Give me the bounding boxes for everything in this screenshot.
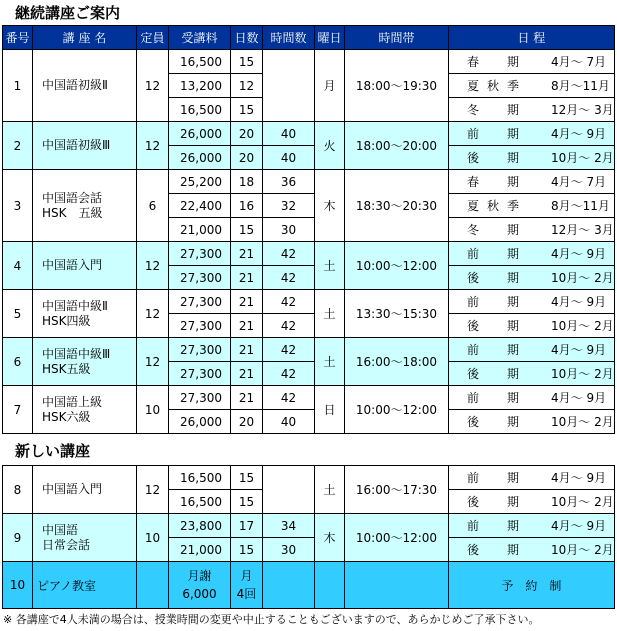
course-capacity: 6: [137, 170, 169, 242]
course-time-slot: 16:00～18:00: [345, 338, 449, 386]
course-schedule: [449, 98, 615, 122]
term-label: 夏秋季: [467, 79, 519, 93]
term-range: 10月～ 2月: [551, 415, 614, 429]
term-label: 前 期: [467, 519, 519, 533]
course-weekday: 火: [315, 122, 345, 170]
course-row: [3, 290, 615, 314]
course-row: [3, 466, 615, 490]
course-days: 18: [231, 170, 263, 194]
days-label: 月: [240, 569, 253, 583]
course-name-line: 中国語初級Ⅱ: [42, 78, 108, 92]
term-range: 12月～ 3月: [551, 103, 614, 117]
term-label: 春 期: [467, 175, 519, 189]
course-weekday: 土: [315, 290, 345, 338]
course-schedule: [449, 338, 615, 362]
course-time-slot: 10:00～12:00: [345, 242, 449, 290]
course-schedule: [449, 490, 615, 514]
term-label: 後 期: [467, 151, 519, 165]
course-number: 4: [3, 242, 33, 290]
course-time-slot: 13:30～15:30: [345, 290, 449, 338]
term-label: 後 期: [467, 271, 519, 285]
course-fee: 25,200: [169, 170, 231, 194]
course-fee: 27,300: [169, 362, 231, 386]
course-fee: 22,400: [169, 194, 231, 218]
term-range: 10月～ 2月: [551, 367, 614, 381]
term-label: 後 期: [467, 543, 519, 557]
course-number: 10: [3, 562, 33, 609]
course-row: [3, 386, 615, 410]
new-courses-title: 新しい講座: [15, 442, 91, 460]
term-label: 冬 期: [467, 223, 519, 237]
course-days: 21: [231, 338, 263, 362]
header-fee: 受講料: [169, 26, 231, 50]
course-name-line: 中国語会話: [42, 190, 103, 205]
course-hours: 34: [263, 514, 315, 538]
course-hours: 42: [263, 338, 315, 362]
course-hours: 30: [263, 218, 315, 242]
course-days: 21: [231, 386, 263, 410]
course-schedule: 予 約 制: [449, 562, 615, 609]
course-fee: 26,000: [169, 146, 231, 170]
course-days: 15: [231, 218, 263, 242]
term-range: 4月～ 7月: [551, 55, 607, 69]
course-fee: 27,300: [169, 314, 231, 338]
course-name-line: 中国語: [42, 522, 79, 537]
term-label: 前 期: [467, 127, 519, 141]
course-days: 12: [231, 74, 263, 98]
course-weekday: 土: [315, 466, 345, 514]
course-schedule: [449, 410, 615, 434]
term-range: 4月～ 9月: [551, 127, 607, 141]
header-weekday: 曜日: [315, 26, 345, 50]
course-number: 5: [3, 290, 33, 338]
course-fee: 21,000: [169, 218, 231, 242]
term-label: 冬 期: [467, 103, 519, 117]
course-time-slot: 18:00～19:30: [345, 50, 449, 122]
course-days: 21: [231, 266, 263, 290]
course-row: [3, 50, 615, 74]
course-row: [3, 242, 615, 266]
course-fee: 27,300: [169, 266, 231, 290]
new-courses-table: [2, 465, 615, 609]
course-capacity: 12: [137, 290, 169, 338]
term-range: 4月～ 9月: [551, 519, 607, 533]
course-row: [3, 170, 615, 194]
course-time-slot: 18:30～20:30: [345, 170, 449, 242]
term-label: 後 期: [467, 319, 519, 333]
course-schedule: [449, 218, 615, 242]
course-days: 20: [231, 146, 263, 170]
course-number: 7: [3, 386, 33, 434]
course-number: 2: [3, 122, 33, 170]
course-days: 17: [231, 514, 263, 538]
days-value: 4回: [236, 587, 257, 601]
course-capacity: 12: [137, 338, 169, 386]
course-capacity: 12: [137, 466, 169, 514]
course-name: [33, 466, 137, 514]
course-schedule: [449, 170, 615, 194]
course-number: 1: [3, 50, 33, 122]
course-schedule: [449, 266, 615, 290]
continuing-courses-title: 継続講座ご案内: [15, 4, 121, 22]
course-name-line: 中国語中級Ⅲ: [42, 346, 111, 361]
course-name-line: HSK五級: [42, 361, 91, 376]
term-range: 10月～ 2月: [551, 271, 614, 285]
term-range: 10月～ 2月: [551, 543, 614, 557]
course-fee: 16,500: [169, 50, 231, 74]
course-fee: 26,000: [169, 122, 231, 146]
course-days: 20: [231, 122, 263, 146]
course-time-slot: 10:00～12:00: [345, 514, 449, 562]
course-days: 21: [231, 314, 263, 338]
course-capacity: [137, 562, 169, 609]
course-name: [33, 514, 137, 562]
course-days: [231, 562, 263, 609]
course-capacity: 10: [137, 514, 169, 562]
course-row-piano: [3, 562, 615, 609]
term-range: 8月～11月: [551, 79, 610, 93]
course-schedule: [449, 538, 615, 562]
continuing-courses-table: [2, 25, 615, 434]
course-days: 21: [231, 242, 263, 266]
course-time-slot: [345, 562, 449, 609]
header-row: [3, 26, 615, 50]
course-name: [33, 338, 137, 386]
course-name: [33, 122, 137, 170]
course-hours: 42: [263, 290, 315, 314]
course-name: [33, 290, 137, 338]
course-time-slot: 10:00～12:00: [345, 386, 449, 434]
term-range: 12月～ 3月: [551, 223, 614, 237]
header-time-slot: 時間帯: [345, 26, 449, 50]
course-fee: 16,500: [169, 466, 231, 490]
course-days: 20: [231, 410, 263, 434]
course-fee: 16,500: [169, 490, 231, 514]
header-course-name: 講 座 名: [33, 26, 137, 50]
term-range: 4月～ 9月: [551, 343, 607, 357]
course-row: [3, 122, 615, 146]
course-days: 16: [231, 194, 263, 218]
term-range: 4月～ 9月: [551, 247, 607, 261]
course-days: 15: [231, 50, 263, 74]
fee-value: 6,000: [182, 587, 217, 601]
course-name-line: 中国語入門: [42, 258, 103, 272]
course-name: [33, 170, 137, 242]
course-number: 6: [3, 338, 33, 386]
course-name-line: HSK六級: [42, 409, 91, 424]
term-range: 10月～ 2月: [551, 151, 614, 165]
course-schedule: [449, 74, 615, 98]
course-schedule: [449, 242, 615, 266]
term-label: 前 期: [467, 247, 519, 261]
course-hours: 42: [263, 362, 315, 386]
course-capacity: 12: [137, 50, 169, 122]
course-name: [33, 386, 137, 434]
course-fee: 27,300: [169, 338, 231, 362]
course-number: 8: [3, 466, 33, 514]
header-days: 日数: [231, 26, 263, 50]
course-fee: [169, 562, 231, 609]
fee-label: 月謝: [187, 569, 212, 583]
term-range: 4月～ 9月: [551, 391, 607, 405]
course-hours: 42: [263, 314, 315, 338]
course-days: 15: [231, 538, 263, 562]
course-name-line: HSK四級: [42, 313, 91, 328]
course-schedule: [449, 194, 615, 218]
course-schedule: [449, 362, 615, 386]
course-name-line: 中国語入門: [42, 482, 103, 496]
course-fee: 16,500: [169, 98, 231, 122]
course-hours: 42: [263, 386, 315, 410]
course-schedule: [449, 146, 615, 170]
course-hours: 36: [263, 170, 315, 194]
course-hours: [263, 466, 315, 514]
term-label: 春 期: [467, 55, 519, 69]
term-range: 4月～ 9月: [551, 295, 607, 309]
course-hours: [263, 562, 315, 609]
course-schedule: [449, 514, 615, 538]
course-name-line: 中国語上級: [42, 394, 103, 409]
course-hours: 32: [263, 194, 315, 218]
term-label: 前 期: [467, 295, 519, 309]
course-fee: 27,300: [169, 242, 231, 266]
course-name-line: 中国語初級Ⅲ: [42, 138, 111, 152]
course-name: [33, 50, 137, 122]
term-range: 8月～11月: [551, 199, 610, 213]
course-name: ピアノ教室: [33, 562, 137, 609]
course-name: [33, 242, 137, 290]
footnote: ※ 各講座で4人未満の場合は、授業時間の変更や中止することもございますので、あらかじめご了承下さい。: [3, 613, 540, 626]
course-hours: [263, 50, 315, 122]
course-capacity: 12: [137, 122, 169, 170]
term-label: 前 期: [467, 391, 519, 405]
course-fee: 13,200: [169, 74, 231, 98]
course-row: [3, 514, 615, 538]
course-weekday: 日: [315, 386, 345, 434]
course-schedule: [449, 466, 615, 490]
course-hours: 42: [263, 266, 315, 290]
course-weekday: 月: [315, 50, 345, 122]
course-days: 21: [231, 290, 263, 314]
course-name-line: 日常会話: [42, 537, 91, 552]
course-time-slot: 16:00～17:30: [345, 466, 449, 514]
course-name-line: HSK 五級: [42, 205, 103, 220]
course-hours: 40: [263, 410, 315, 434]
course-days: 15: [231, 490, 263, 514]
course-fee: 26,000: [169, 410, 231, 434]
course-capacity: 12: [137, 242, 169, 290]
course-hours: 40: [263, 146, 315, 170]
course-fee: 23,800: [169, 514, 231, 538]
header-schedule: 日 程: [449, 26, 615, 50]
term-label: 夏秋季: [467, 199, 519, 213]
course-hours: 40: [263, 122, 315, 146]
course-row: [3, 338, 615, 362]
term-label: 後 期: [467, 495, 519, 509]
course-schedule: [449, 290, 615, 314]
term-range: 10月～ 2月: [551, 319, 614, 333]
course-capacity: 10: [137, 386, 169, 434]
course-number: 9: [3, 514, 33, 562]
term-range: 4月～ 9月: [551, 471, 607, 485]
course-weekday: 土: [315, 338, 345, 386]
course-schedule: [449, 314, 615, 338]
header-number: 番号: [3, 26, 33, 50]
course-number: 3: [3, 170, 33, 242]
course-weekday: 木: [315, 170, 345, 242]
course-days: 15: [231, 98, 263, 122]
course-weekday: 木: [315, 514, 345, 562]
term-label: 前 期: [467, 471, 519, 485]
course-hours: 42: [263, 242, 315, 266]
term-range: 10月～ 2月: [551, 495, 614, 509]
course-days: 21: [231, 362, 263, 386]
course-weekday: [315, 562, 345, 609]
course-schedule: [449, 122, 615, 146]
course-fee: 21,000: [169, 538, 231, 562]
course-fee: 27,300: [169, 290, 231, 314]
header-hours: 時間数: [263, 26, 315, 50]
course-time-slot: 18:00～20:00: [345, 122, 449, 170]
term-range: 4月～ 7月: [551, 175, 607, 189]
course-schedule: [449, 386, 615, 410]
header-capacity: 定員: [137, 26, 169, 50]
course-name-line: 中国語中級Ⅱ: [42, 298, 108, 313]
term-label: 後 期: [467, 415, 519, 429]
course-fee: 27,300: [169, 386, 231, 410]
course-days: 15: [231, 466, 263, 490]
term-label: 前 期: [467, 343, 519, 357]
course-weekday: 土: [315, 242, 345, 290]
course-hours: 30: [263, 538, 315, 562]
term-label: 後 期: [467, 367, 519, 381]
course-schedule: [449, 50, 615, 74]
